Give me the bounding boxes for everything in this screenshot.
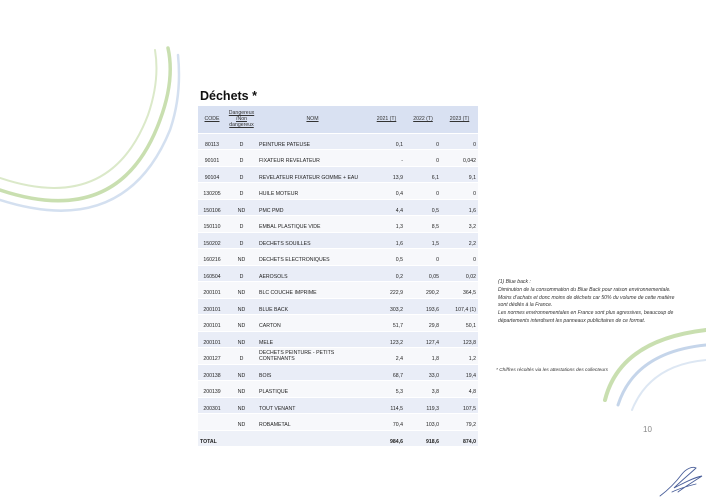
cell-2023: 123,8 xyxy=(441,331,478,348)
cell-code: 200127 xyxy=(198,348,226,365)
cell-2023: 79,2 xyxy=(441,414,478,431)
cell-name: ROBAMETAL xyxy=(257,414,368,431)
note-line: Diminution de la consommation du Blue Back pour raison environnementale. xyxy=(498,286,671,293)
total-2021: 984,6 xyxy=(368,430,405,447)
cell-name: REVELATEUR FIXATEUR GOMME + EAU xyxy=(257,166,368,183)
cell-code: 80113 xyxy=(198,133,226,150)
cell-type: D xyxy=(226,166,257,183)
cell-type: ND xyxy=(226,199,257,216)
note-line: Moins d’achats et donc moins de déchets car 50% du volume de cette matière sont dédiés à la France. xyxy=(498,294,675,309)
cell-2023: 1,6 xyxy=(441,199,478,216)
page-title: Déchets * xyxy=(200,89,257,103)
table-row xyxy=(198,249,478,266)
cell-code: 90101 xyxy=(198,150,226,167)
cell-type: ND xyxy=(226,414,257,431)
cell-2021: 51,7 xyxy=(368,315,405,332)
table-body xyxy=(198,133,478,447)
table-row xyxy=(198,348,478,365)
cell-2023: 0 xyxy=(441,183,478,200)
total-2022: 918,6 xyxy=(405,430,441,447)
cell-2022: 0 xyxy=(405,249,441,266)
cell-name: BLUE BACK xyxy=(257,298,368,315)
cell-name: DECHETS PEINTURE - PETITS CONTENANTS xyxy=(257,348,368,365)
cell-type: ND xyxy=(226,381,257,398)
cell-2022: 0 xyxy=(405,183,441,200)
total-label: TOTAL xyxy=(198,430,226,447)
cell-type: D xyxy=(226,216,257,233)
total-empty xyxy=(257,430,368,447)
cell-name: FIXATEUR REVELATEUR xyxy=(257,150,368,167)
cell-name: DECHETS SOUILLES xyxy=(257,232,368,249)
waste-table-container xyxy=(198,106,478,447)
cell-type: ND xyxy=(226,249,257,266)
cell-2023: 364,5 xyxy=(441,282,478,299)
cell-2022: 1,8 xyxy=(405,348,441,365)
cell-type: D xyxy=(226,265,257,282)
cell-code: 200101 xyxy=(198,331,226,348)
header-dangerous-line2: /Non xyxy=(236,116,247,123)
cell-2023: 0 xyxy=(441,249,478,266)
cell-2022: 0 xyxy=(405,150,441,167)
cell-code: 150110 xyxy=(198,216,226,233)
cell-2023: 107,4 (1) xyxy=(441,298,478,315)
cell-2022: 0,5 xyxy=(405,199,441,216)
cell-type: ND xyxy=(226,282,257,299)
cell-2022: 0,05 xyxy=(405,265,441,282)
table-row xyxy=(198,216,478,233)
cell-name: EMBAL PLASTIQUE VIDE xyxy=(257,216,368,233)
cell-2022: 0 xyxy=(405,133,441,150)
cell-2021: 5,3 xyxy=(368,381,405,398)
table-row xyxy=(198,166,478,183)
cell-2023: 4,8 xyxy=(441,381,478,398)
cell-code: 150202 xyxy=(198,232,226,249)
cell-2022: 8,5 xyxy=(405,216,441,233)
cell-code: 90104 xyxy=(198,166,226,183)
cell-code: 200101 xyxy=(198,282,226,299)
cell-2023: 9,1 xyxy=(441,166,478,183)
signature-logo xyxy=(652,462,706,499)
cell-2021: 4,4 xyxy=(368,199,405,216)
cell-2022: 33,0 xyxy=(405,364,441,381)
table-row xyxy=(198,381,478,398)
cell-code: 200101 xyxy=(198,315,226,332)
cell-2021: 123,2 xyxy=(368,331,405,348)
cell-code: 200139 xyxy=(198,381,226,398)
cell-2023: 2,2 xyxy=(441,232,478,249)
cell-2021: 114,5 xyxy=(368,397,405,414)
cell-name: HUILE MOTEUR xyxy=(257,183,368,200)
table-row xyxy=(198,364,478,381)
header-2021: 2021 (T) xyxy=(368,106,405,133)
table-row xyxy=(198,150,478,167)
table-row xyxy=(198,298,478,315)
cell-type: D xyxy=(226,133,257,150)
cell-name: TOUT VENANT xyxy=(257,397,368,414)
cell-2023: 0,02 xyxy=(441,265,478,282)
table-row xyxy=(198,315,478,332)
header-2022: 2022 (T) xyxy=(405,106,441,133)
cell-2022: 127,4 xyxy=(405,331,441,348)
header-name: NOM xyxy=(257,106,368,133)
header-2023: 2023 (T) xyxy=(441,106,478,133)
cell-2021: 13,9 xyxy=(368,166,405,183)
cell-2021: 0,2 xyxy=(368,265,405,282)
cell-name: PEINTURE PATEUSE xyxy=(257,133,368,150)
footnote: * Chiffres récoltés via les attestations des collecteurs xyxy=(496,368,608,373)
total-2023: 874,0 xyxy=(441,430,478,447)
cell-code: 200101 xyxy=(198,298,226,315)
header-code: CODE xyxy=(198,106,226,133)
cell-code: 130205 xyxy=(198,183,226,200)
cell-2023: 1,2 xyxy=(441,348,478,365)
note-line: (1) Blue back : xyxy=(498,279,531,285)
cell-type: ND xyxy=(226,364,257,381)
table-row xyxy=(198,265,478,282)
cell-type: ND xyxy=(226,397,257,414)
cell-code: 160216 xyxy=(198,249,226,266)
cell-2023: 0,042 xyxy=(441,150,478,167)
cell-name: MELE xyxy=(257,331,368,348)
cell-type: D xyxy=(226,232,257,249)
cell-2023: 107,5 xyxy=(441,397,478,414)
table-row xyxy=(198,331,478,348)
note-line: Les normes environnementales en France sont plus agressives, beaucoup de départements interdisent les panneaux publicitaires de ce format. xyxy=(498,310,674,324)
table-row xyxy=(198,232,478,249)
table-row xyxy=(198,199,478,216)
cell-type: D xyxy=(226,183,257,200)
cell-2023: 50,1 xyxy=(441,315,478,332)
cell-2021: 70,4 xyxy=(368,414,405,431)
cell-name: DECHETS ELECTRONIQUES xyxy=(257,249,368,266)
cell-name: CARTON xyxy=(257,315,368,332)
cell-2021: 303,2 xyxy=(368,298,405,315)
cell-type: D xyxy=(226,150,257,167)
table-row xyxy=(198,282,478,299)
cell-2021: 222,9 xyxy=(368,282,405,299)
cell-2022: 193,6 xyxy=(405,298,441,315)
blue-back-note xyxy=(498,279,680,326)
page-number: 10 xyxy=(643,425,652,434)
cell-2022: 119,3 xyxy=(405,397,441,414)
cell-2022: 29,8 xyxy=(405,315,441,332)
cell-2023: 0 xyxy=(441,133,478,150)
cell-2023: 19,4 xyxy=(441,364,478,381)
cell-name: BOIS xyxy=(257,364,368,381)
cell-2022: 1,5 xyxy=(405,232,441,249)
cell-code xyxy=(198,414,226,431)
table-total-row xyxy=(198,430,478,447)
cell-2021: 0,1 xyxy=(368,133,405,150)
cell-2021: - xyxy=(368,150,405,167)
cell-name: PLASTIQUE xyxy=(257,381,368,398)
cell-2022: 3,8 xyxy=(405,381,441,398)
header-dangerous xyxy=(226,106,257,133)
cell-code: 200138 xyxy=(198,364,226,381)
cell-type: D xyxy=(226,348,257,365)
header-dangerous-line3: dangereux xyxy=(229,122,254,129)
cell-code: 200301 xyxy=(198,397,226,414)
cell-2021: 1,3 xyxy=(368,216,405,233)
table-header-row xyxy=(198,106,478,133)
cell-code: 150106 xyxy=(198,199,226,216)
cell-type: ND xyxy=(226,331,257,348)
table-row xyxy=(198,183,478,200)
cell-2022: 103,0 xyxy=(405,414,441,431)
waste-table xyxy=(198,106,478,447)
total-empty xyxy=(226,430,257,447)
cell-2022: 290,2 xyxy=(405,282,441,299)
cell-name: BLC COUCHE IMPRIME xyxy=(257,282,368,299)
cell-2021: 1,6 xyxy=(368,232,405,249)
table-row xyxy=(198,414,478,431)
cell-name: AEROSOLS xyxy=(257,265,368,282)
cell-2022: 6,1 xyxy=(405,166,441,183)
cell-type: ND xyxy=(226,315,257,332)
cell-code: 160504 xyxy=(198,265,226,282)
cell-type: ND xyxy=(226,298,257,315)
cell-2021: 68,7 xyxy=(368,364,405,381)
table-row xyxy=(198,397,478,414)
cell-2021: 0,4 xyxy=(368,183,405,200)
cell-2021: 0,5 xyxy=(368,249,405,266)
table-row xyxy=(198,133,478,150)
cell-2023: 3,2 xyxy=(441,216,478,233)
cell-2021: 2,4 xyxy=(368,348,405,365)
header-dangerous-line1: Dangereux xyxy=(228,109,255,116)
cell-name: PMC PMD xyxy=(257,199,368,216)
